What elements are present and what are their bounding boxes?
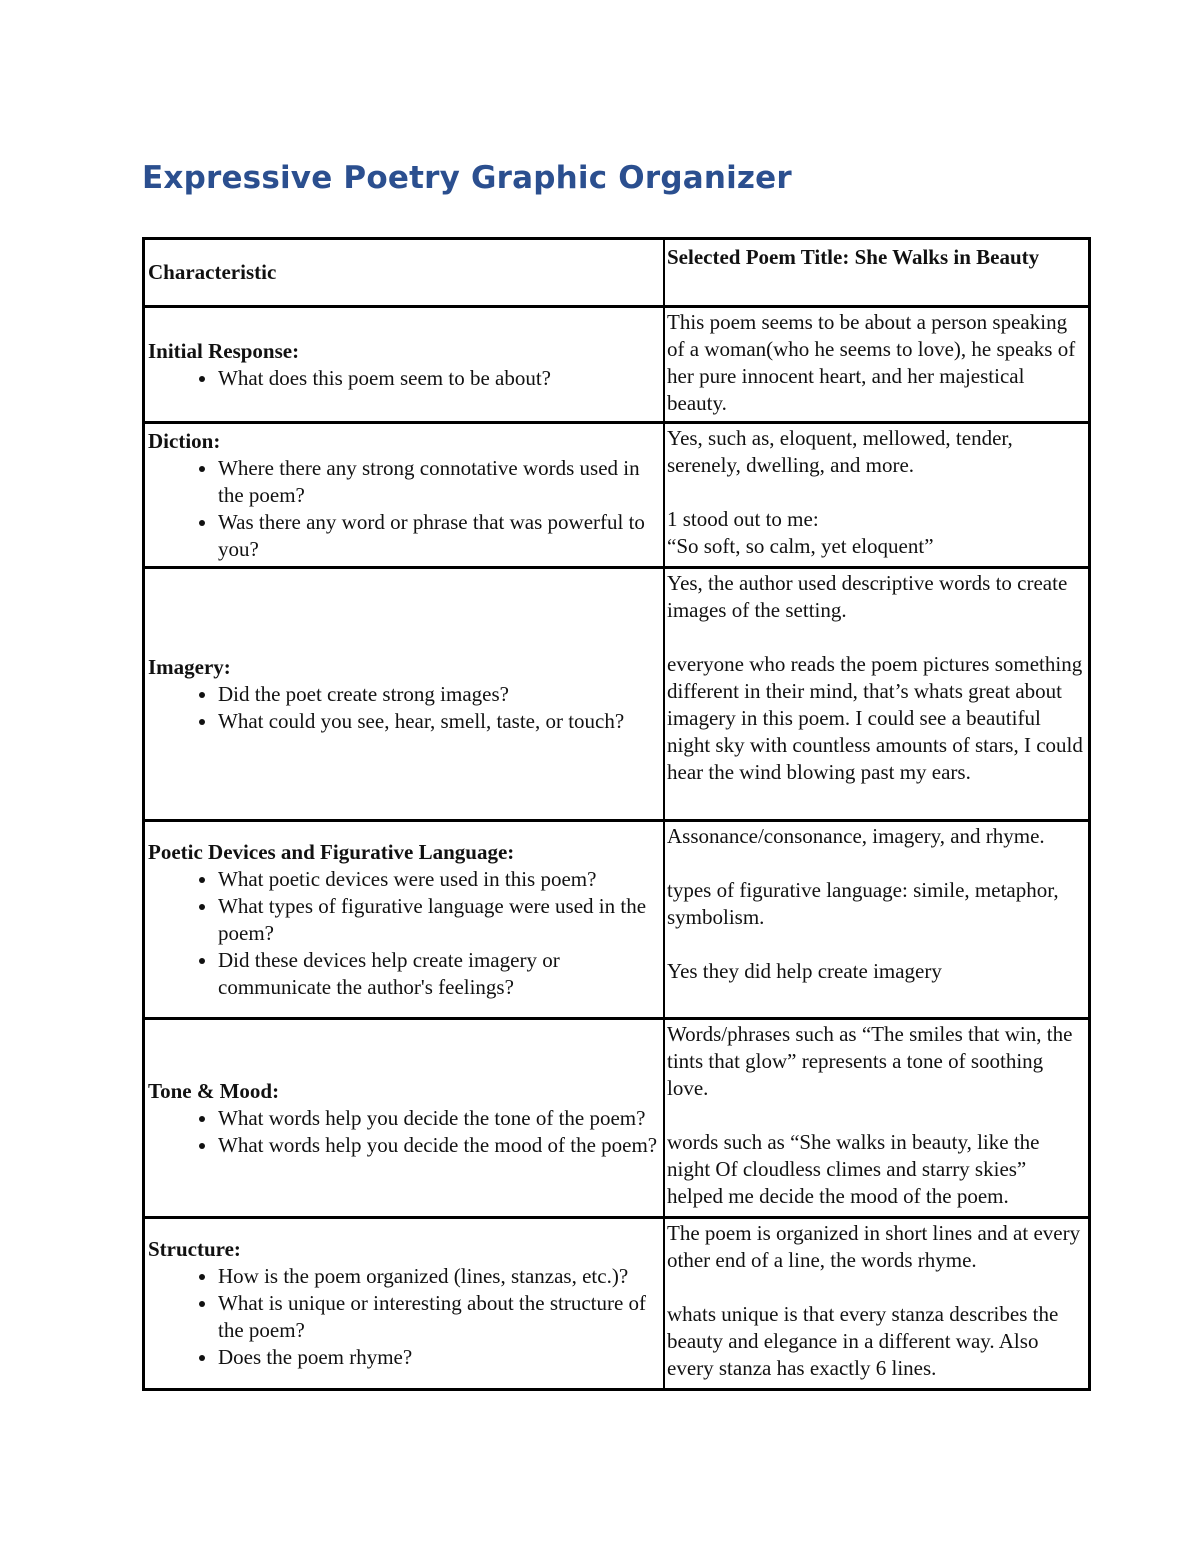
prompt-item: • Was there any word or phrase that was powerful to you? — [218, 509, 661, 563]
prompt-item: • Did these devices help create imagery or communicate the author's feelings? — [218, 947, 661, 1001]
table-row-tone-mood — [144, 1019, 1090, 1218]
characteristic-cell — [144, 568, 665, 821]
prompt-item: • Where there any strong connotative words used in the poem? — [218, 455, 661, 509]
table-row-poetic-devices — [144, 821, 1090, 1019]
prompt-item: • What does this poem seem to be about? — [218, 365, 661, 392]
characteristic-cell — [144, 423, 665, 568]
prompt-list — [148, 1105, 661, 1159]
answer-cell — [664, 1218, 1090, 1390]
prompt-item: • How is the poem organized (lines, stanzas, etc.)? — [218, 1263, 661, 1290]
table-header-row — [144, 239, 1090, 307]
table-row-initial-response — [144, 307, 1090, 423]
answer-paragraph: This poem seems to be about a person speaking of a woman(who he seems to love), he speaks of her pure innocent heart, and her majestical beauty. — [667, 310, 1076, 415]
answer-paragraph: Assonance/consonance, imagery, and rhyme. — [667, 824, 1045, 848]
characteristic-cell — [144, 1218, 665, 1390]
table-row-diction — [144, 423, 1090, 568]
answer-paragraph: types of figurative language: simile, metaphor, symbolism. — [667, 878, 1059, 929]
section-label: Initial Response: — [148, 338, 300, 363]
answer-paragraph: The poem is organized in short lines and at every other end of a line, the words rhyme. — [667, 1221, 1081, 1272]
table-row-imagery — [144, 568, 1090, 821]
characteristic-cell — [144, 821, 665, 1019]
prompt-list — [148, 1263, 661, 1371]
answer-cell — [664, 1019, 1090, 1218]
graphic-organizer-table — [142, 237, 1091, 1391]
answer-cell — [664, 568, 1090, 821]
answer-paragraph: Words/phrases such as “The smiles that win, the tints that glow” represents a tone of soothing love. — [667, 1022, 1073, 1100]
answer-paragraph: Yes they did help create imagery — [667, 959, 942, 983]
answer-paragraph: Yes, the author used descriptive words to create images of the setting. — [667, 571, 1068, 622]
section-label: Imagery: — [148, 654, 231, 679]
table-row-structure — [144, 1218, 1090, 1390]
prompt-item: • What could you see, hear, smell, taste, or touch? — [218, 708, 661, 735]
prompt-list — [148, 365, 661, 392]
characteristic-cell — [144, 307, 665, 423]
page-title: Expressive Poetry Graphic Organizer — [142, 160, 792, 196]
section-label: Poetic Devices and Figurative Language: — [148, 839, 515, 864]
answer-paragraph: everyone who reads the poem pictures something different in their mind, that’s whats great about imagery in this poem. I could see a beautiful night sky with countless amounts of stars, I could hear the wind blowing past my ears. — [667, 652, 1083, 784]
header-poem-title: Selected Poem Title: She Walks in Beauty — [664, 239, 1090, 307]
prompt-item: • What is unique or interesting about the structure of the poem? — [218, 1290, 661, 1344]
prompt-item: • What words help you decide the mood of the poem? — [218, 1132, 661, 1159]
answer-paragraph: Yes, such as, eloquent, mellowed, tender, serenely, dwelling, and more. — [667, 426, 1013, 477]
prompt-list — [148, 866, 661, 1001]
section-label: Tone & Mood: — [148, 1078, 280, 1103]
answer-cell — [664, 423, 1090, 568]
prompt-item: • What poetic devices were used in this poem? — [218, 866, 661, 893]
prompt-list — [148, 681, 661, 735]
prompt-item: • Does the poem rhyme? — [218, 1344, 661, 1371]
prompt-item: • Did the poet create strong images? — [218, 681, 661, 708]
prompt-item: • What types of figurative language were used in the poem? — [218, 893, 661, 947]
answer-paragraph: words such as “She walks in beauty, like the night Of cloudless climes and starry skies” helped me decide the mood of the poem. — [667, 1130, 1040, 1208]
section-label: Structure: — [148, 1237, 241, 1261]
prompt-list — [148, 455, 661, 563]
answer-paragraph: 1 stood out to me: “So soft, so calm, yet eloquent” — [667, 507, 934, 558]
answer-paragraph: whats unique is that every stanza describes the beauty and elegance in a different way. Also every stanza has exactly 6 lines. — [667, 1302, 1059, 1380]
answer-cell — [664, 821, 1090, 1019]
characteristic-cell — [144, 1019, 665, 1218]
header-characteristic: Characteristic — [144, 239, 665, 307]
answer-cell — [664, 307, 1090, 423]
prompt-item: • What words help you decide the tone of the poem? — [218, 1105, 661, 1132]
section-label: Diction: — [148, 428, 221, 453]
